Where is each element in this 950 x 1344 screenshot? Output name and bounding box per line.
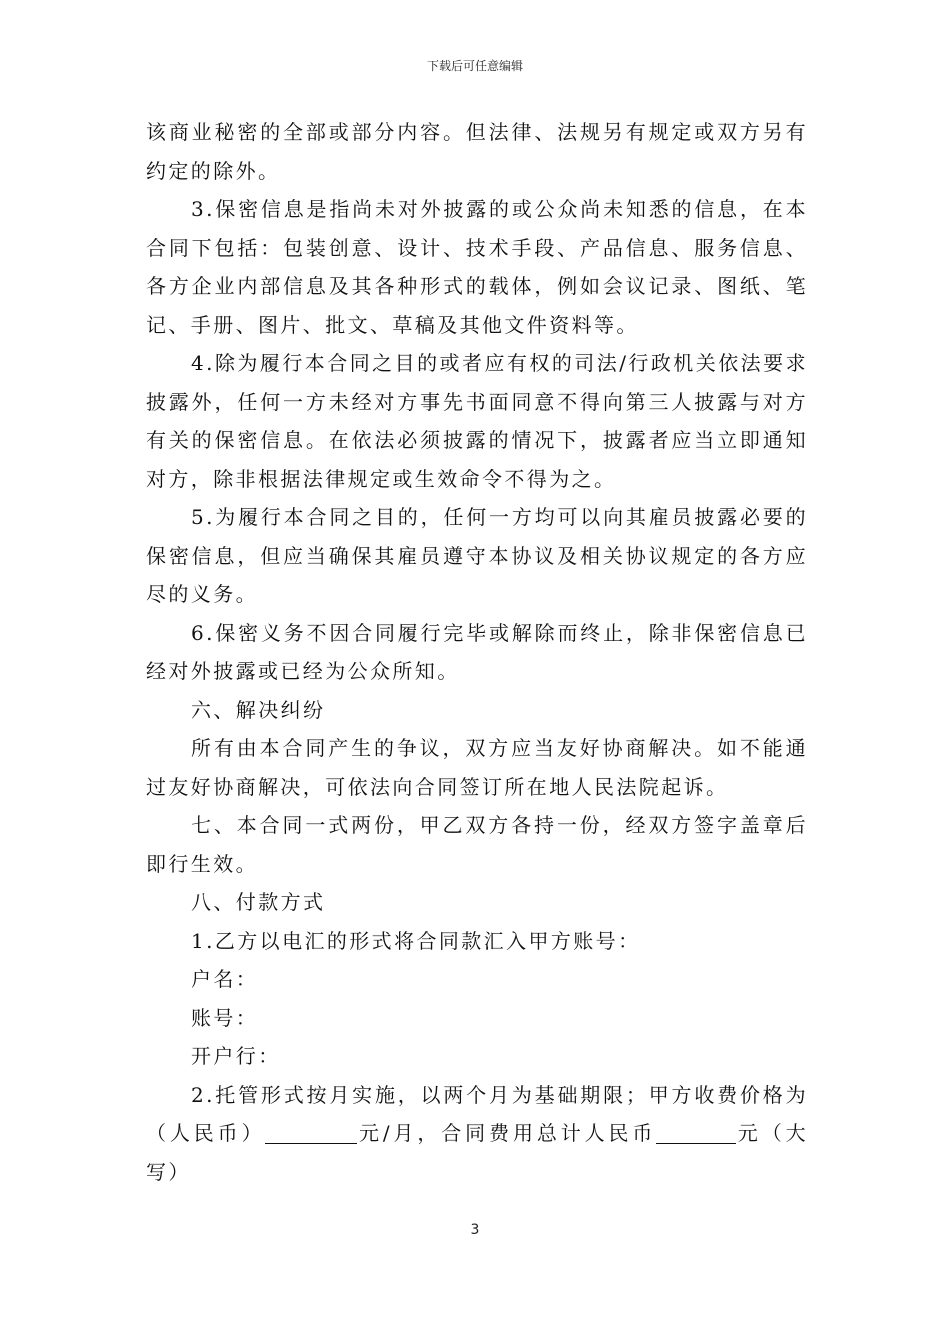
page-header: 下载后可任意编辑 (426, 59, 523, 73)
blank-monthly-fee (265, 1123, 357, 1144)
paragraph-payment-1: 1.乙方以电汇的形式将合同款汇入甲方账号： (191, 928, 641, 953)
blank-total-fee (656, 1123, 736, 1144)
field-account-number: 账号： (191, 1005, 259, 1030)
paragraph-clause-6: 6.保密义务不因合同履行完毕或解除而终止，除非保密信息已经对外披露或已经为公众所知。 (146, 620, 808, 683)
section-heading-payment: 八、付款方式 (191, 890, 326, 914)
section-heading-copies: 七、本合同一式两份，甲乙双方各持一份，经双方签字盖章后即行生效。 (146, 813, 808, 876)
field-account-name: 户名： (191, 967, 259, 991)
document-body (146, 113, 808, 1191)
section-heading-disputes: 六、解决纠纷 (191, 697, 326, 722)
paragraph-clause-3: 3.保密信息是指尚未对外披露的或公众尚未知悉的信息，在本合同下包括：包装创意、设计、技术手段、产品信息、服务信息、各方企业内部信息及其各种形式的载体，例如会议记录、图纸、笔记、手册、图片、批文、草稿及其他文件资料等。 (146, 197, 808, 337)
payment-text-1: 2.托管形式按月实施，以两个月为基础期限；甲方收费价格为（人民币） (146, 1082, 808, 1145)
paragraph-payment-2 (146, 1076, 808, 1192)
page-number: 3 (470, 1222, 480, 1238)
field-bank: 开户行： (191, 1044, 281, 1068)
payment-text-2: 元/月，合同费用总计人民币 (357, 1121, 657, 1145)
paragraph-disputes: 所有由本合同产生的争议，双方应当友好协商解决。如不能通过友好协商解决，可依法向合同签订所在地人民法院起诉。 (146, 736, 808, 799)
paragraph-continued: 该商业秘密的全部或部分内容。但法律、法规另有规定或双方另有约定的除外。 (146, 120, 808, 183)
paragraph-clause-4: 4.除为履行本合同之目的或者应有权的司法/行政机关依法要求披露外，任何一方未经对方事先书面同意不得向第三人披露与对方有关的保密信息。在依法必须披露的情况下，披露者应当立即通知对方，除非根据法律规定或生效命令不得为之。 (146, 351, 808, 491)
payment-text-3: 元（大写） (146, 1121, 808, 1184)
paragraph-clause-5: 5.为履行本合同之目的，任何一方均可以向其雇员披露必要的保密信息，但应当确保其雇员遵守本协议及相关协议规定的各方应尽的义务。 (146, 505, 808, 606)
